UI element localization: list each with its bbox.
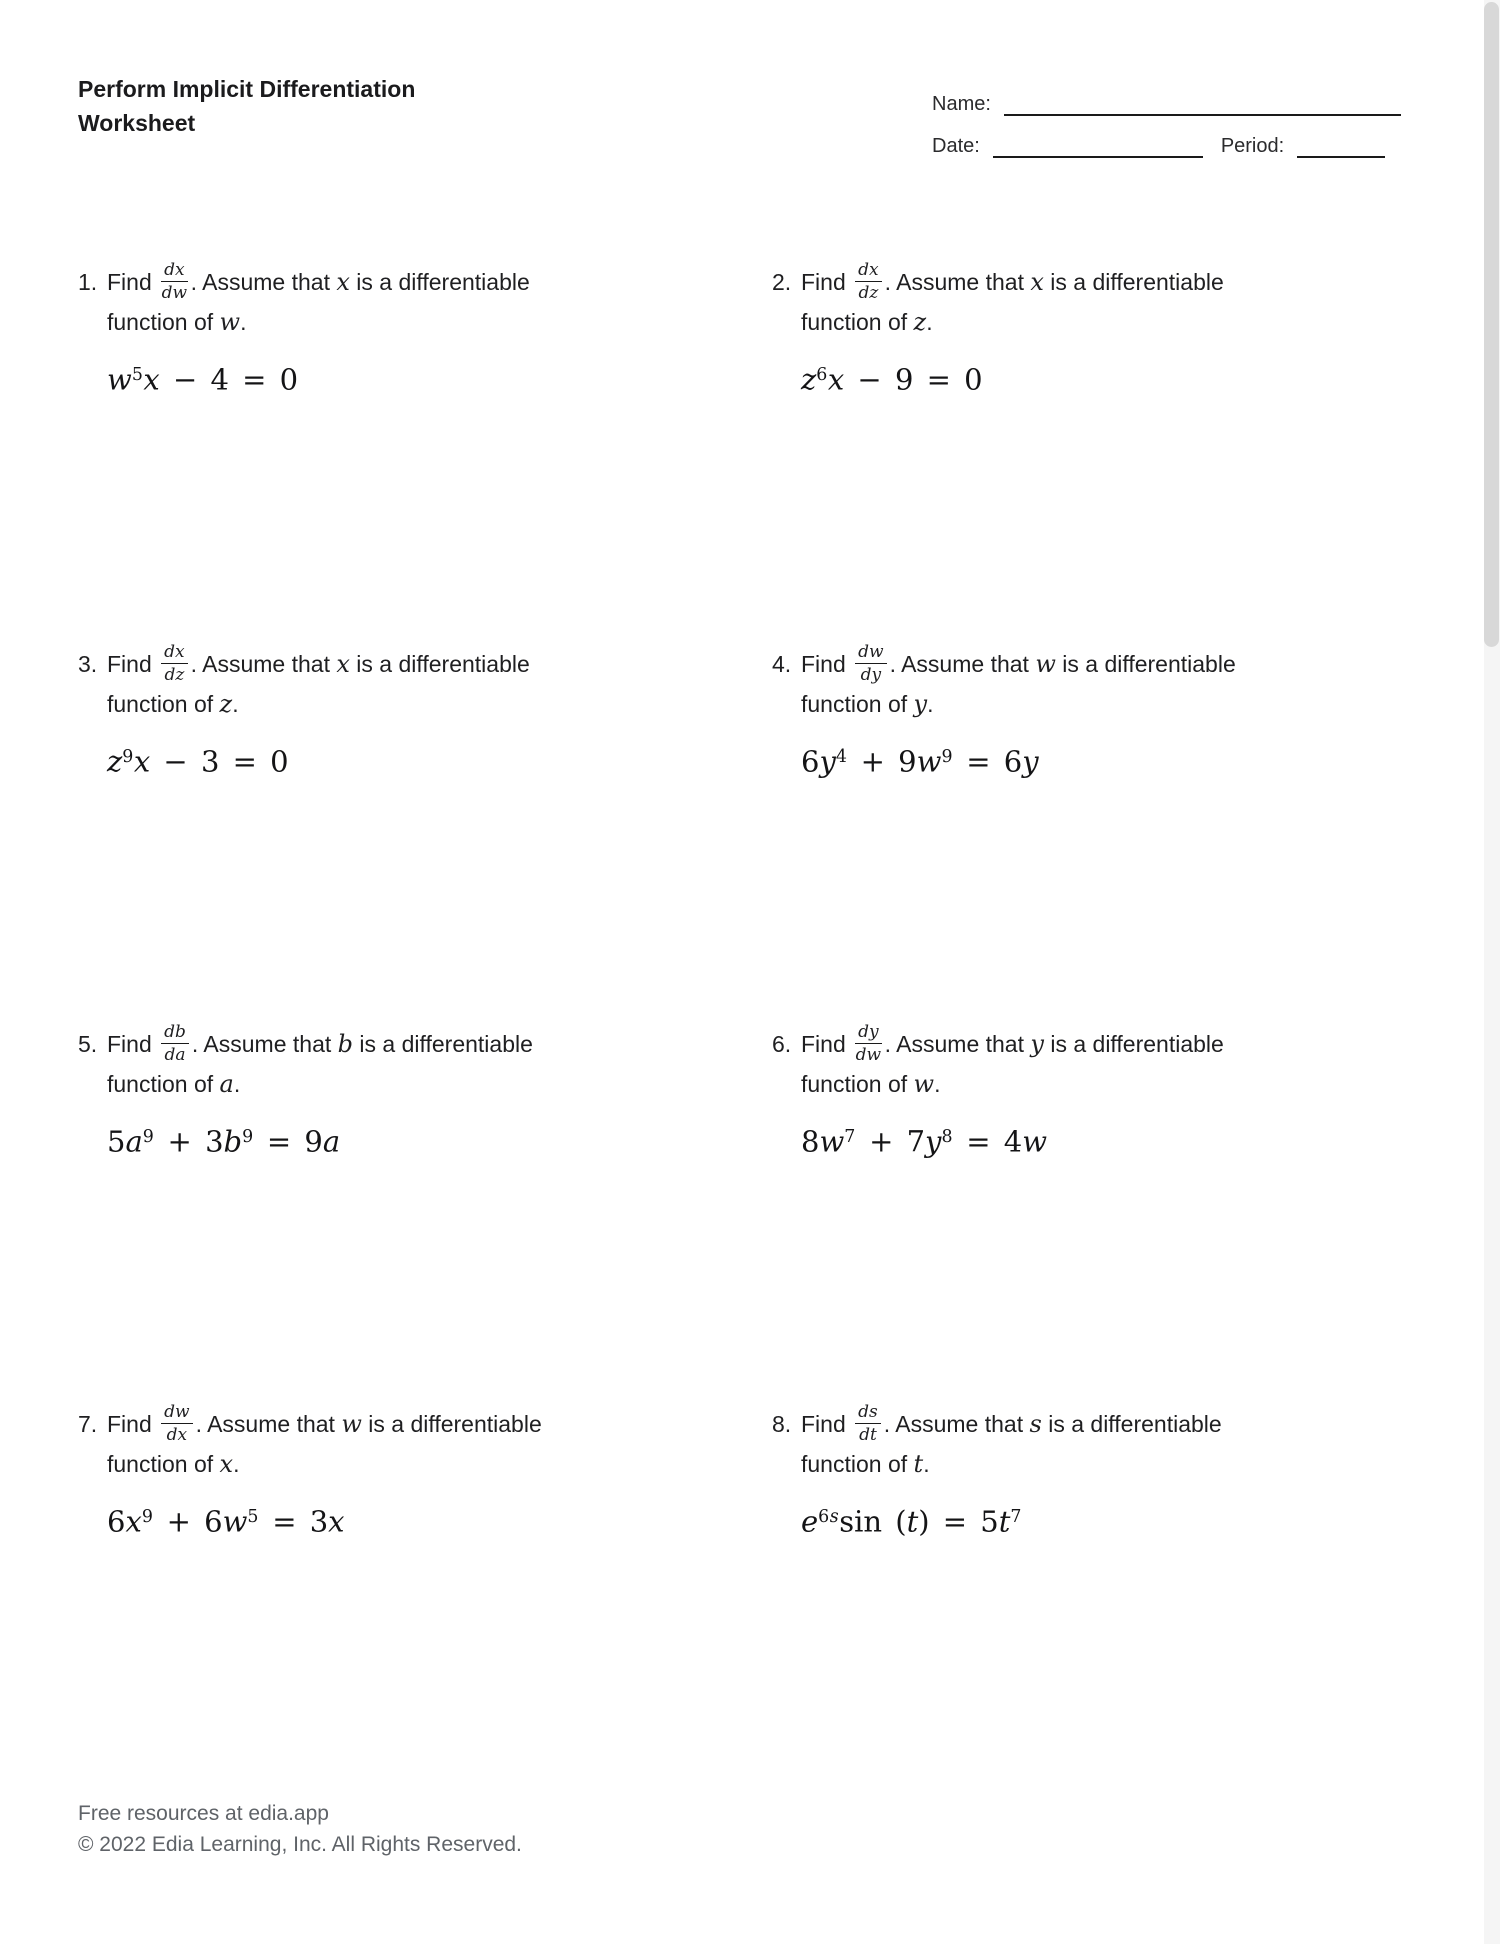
fraction-denominator: dz <box>164 665 185 686</box>
problem-7-statement-line-2 <box>107 1448 542 1481</box>
statement-text: . Assume that <box>191 1031 338 1057</box>
statement-text: . Assume that <box>883 1411 1030 1437</box>
statement-text: function of <box>801 1071 914 1097</box>
problem-4 <box>772 640 1236 782</box>
fraction-denominator: dw <box>161 283 188 304</box>
statement-text: Find <box>107 269 159 295</box>
fraction-numerator: dx <box>161 260 187 282</box>
problem-5-equation: $5a^9 + 3b^9 = 9a$ <box>107 1124 341 1159</box>
problem-1-statement-line-1 <box>78 258 530 306</box>
problem-number: 6. <box>772 1031 792 1057</box>
problem-1 <box>78 258 530 400</box>
statement-text: . Assume that <box>889 651 1036 677</box>
math-var: z <box>219 690 233 718</box>
title-line-1: Perform Implicit Differentiation <box>78 76 416 102</box>
footer <box>78 1798 522 1860</box>
statement-text: function of <box>801 1451 914 1477</box>
fraction-denominator: dx <box>166 1425 188 1446</box>
fraction-denominator: dw <box>855 1045 882 1066</box>
statement-text: . <box>232 691 239 717</box>
statement-text: . Assume that <box>190 651 337 677</box>
statement-text: Find <box>107 1031 159 1057</box>
problem-number: 4. <box>772 651 792 677</box>
footer-free-resources: Free resources at edia.app <box>78 1802 329 1825</box>
problem-7 <box>78 1400 542 1542</box>
date-period-row <box>932 135 1385 158</box>
problem-2-statement-line-2 <box>801 306 1224 339</box>
problem-3-statement-line-1 <box>78 640 530 688</box>
math-var: a <box>219 1070 234 1098</box>
page-title <box>78 72 415 140</box>
math-var: w <box>913 1070 935 1098</box>
problem-number: 1. <box>78 269 98 295</box>
problem-2-equation: $z^6x - 9 = 0$ <box>801 362 983 397</box>
fraction-denominator: dy <box>860 665 882 686</box>
statement-text: . <box>240 309 247 335</box>
problem-1-statement-line-2 <box>107 306 530 339</box>
statement-text: function of <box>107 691 220 717</box>
problem-6-equation: $8w^7 + 7y^8 = 4w$ <box>801 1124 1048 1159</box>
problem-7-equation: $6x^9 + 6w^5 = 3x$ <box>107 1504 345 1539</box>
problem-7-statement-line-1 <box>78 1400 542 1448</box>
statement-text: Find <box>107 651 159 677</box>
statement-text: . Assume that <box>190 269 337 295</box>
problem-8-equation: $e^{6s}\sin$ $(t) = 5t^7$ <box>801 1504 1022 1539</box>
math-var: b <box>337 1030 354 1058</box>
period-label: Period: <box>1220 135 1285 157</box>
math-var: w <box>1035 650 1056 678</box>
period-blank-line <box>1297 139 1385 158</box>
derivative-fraction <box>161 1022 189 1065</box>
problem-number: 3. <box>78 651 98 677</box>
problem-number: 2. <box>772 269 792 295</box>
statement-text: function of <box>801 691 914 717</box>
statement-text: is a differentiable <box>1041 1411 1222 1437</box>
problem-6-statement-line-1 <box>772 1020 1224 1068</box>
statement-text: Find <box>801 651 853 677</box>
statement-text: is a differentiable <box>1043 269 1224 295</box>
problem-3 <box>78 640 530 782</box>
math-var: x <box>336 268 350 296</box>
problem-5-statement-line-2 <box>107 1068 533 1101</box>
scrollbar-thumb[interactable] <box>1484 2 1499 647</box>
problem-5-statement-line-1 <box>78 1020 533 1068</box>
fraction-denominator: da <box>164 1045 186 1066</box>
derivative-fraction <box>161 260 187 303</box>
statement-text: function of <box>107 1071 220 1097</box>
statement-text: . Assume that <box>884 1031 1031 1057</box>
fraction-numerator: dy <box>855 1022 882 1044</box>
derivative-fraction <box>855 260 881 303</box>
statement-text: . Assume that <box>884 269 1031 295</box>
statement-text: is a differentiable <box>361 1411 542 1437</box>
statement-text: Find <box>801 1031 853 1057</box>
problem-2-statement-line-1 <box>772 258 1224 306</box>
math-var: t <box>913 1450 924 1478</box>
fraction-numerator: ds <box>855 1402 881 1424</box>
statement-text: function of <box>107 1451 220 1477</box>
problem-4-statement-line-2 <box>801 688 1236 721</box>
date-blank-line <box>993 139 1203 158</box>
fraction-numerator: dx <box>161 642 187 664</box>
math-var: y <box>1030 1030 1044 1058</box>
math-var: w <box>341 1410 362 1438</box>
footer-copyright: © 2022 Edia Learning, Inc. All Rights Reserved. <box>78 1833 522 1856</box>
problem-8 <box>772 1400 1222 1542</box>
statement-text: is a differentiable <box>349 651 530 677</box>
statement-text: . <box>923 1451 930 1477</box>
problem-number: 5. <box>78 1031 98 1057</box>
math-var: x <box>219 1450 234 1478</box>
derivative-fraction <box>855 1022 882 1065</box>
problem-6-statement-line-2 <box>801 1068 1224 1101</box>
statement-text: . <box>233 1451 240 1477</box>
problem-number: 8. <box>772 1411 792 1437</box>
name-blank-line <box>1004 97 1401 116</box>
problem-4-equation: $6y^4 + 9w^9 = 6y$ <box>801 744 1039 779</box>
problem-number: 7. <box>78 1411 98 1437</box>
problem-1-equation: $w^5x - 4 = 0$ <box>107 362 299 397</box>
statement-text: function of <box>801 309 914 335</box>
statement-text: is a differentiable <box>1055 651 1236 677</box>
problem-3-equation: $z^9x - 3 = 0$ <box>107 744 289 779</box>
problem-5 <box>78 1020 533 1162</box>
problem-2 <box>772 258 1224 400</box>
statement-text: . <box>233 1071 241 1097</box>
math-var: z <box>913 308 927 336</box>
problem-8-statement-line-1 <box>772 1400 1222 1448</box>
statement-text: is a differentiable <box>349 269 530 295</box>
fraction-denominator: dt <box>859 1425 877 1446</box>
statement-text: function of <box>107 309 220 335</box>
derivative-fraction <box>161 1402 192 1445</box>
fraction-numerator: dx <box>855 260 881 282</box>
math-var: y <box>913 690 928 718</box>
fraction-numerator: db <box>161 1022 189 1044</box>
problem-8-statement-line-2 <box>801 1448 1222 1481</box>
name-row <box>932 93 1401 116</box>
derivative-fraction <box>855 642 886 685</box>
math-var: s <box>1029 1410 1042 1438</box>
statement-text: is a differentiable <box>1043 1031 1224 1057</box>
fraction-denominator: dz <box>858 283 879 304</box>
statement-text: Find <box>107 1411 159 1437</box>
math-var: x <box>336 650 350 678</box>
derivative-fraction <box>855 1402 881 1445</box>
fraction-numerator: dw <box>161 1402 192 1424</box>
math-var: w <box>219 308 241 336</box>
problem-6 <box>772 1020 1224 1162</box>
statement-text: . Assume that <box>195 1411 342 1437</box>
math-var: x <box>1030 268 1044 296</box>
problem-4-statement-line-1 <box>772 640 1236 688</box>
fraction-numerator: dw <box>855 642 886 664</box>
statement-text: is a differentiable <box>353 1031 533 1057</box>
problem-3-statement-line-2 <box>107 688 530 721</box>
statement-text: Find <box>801 1411 853 1437</box>
derivative-fraction <box>161 642 187 685</box>
title-line-2: Worksheet <box>78 110 196 136</box>
statement-text: . <box>927 691 934 717</box>
statement-text: Find <box>801 269 853 295</box>
statement-text: . <box>934 1071 941 1097</box>
statement-text: . <box>926 309 933 335</box>
name-label: Name: <box>932 93 991 115</box>
date-label: Date: <box>932 135 980 157</box>
